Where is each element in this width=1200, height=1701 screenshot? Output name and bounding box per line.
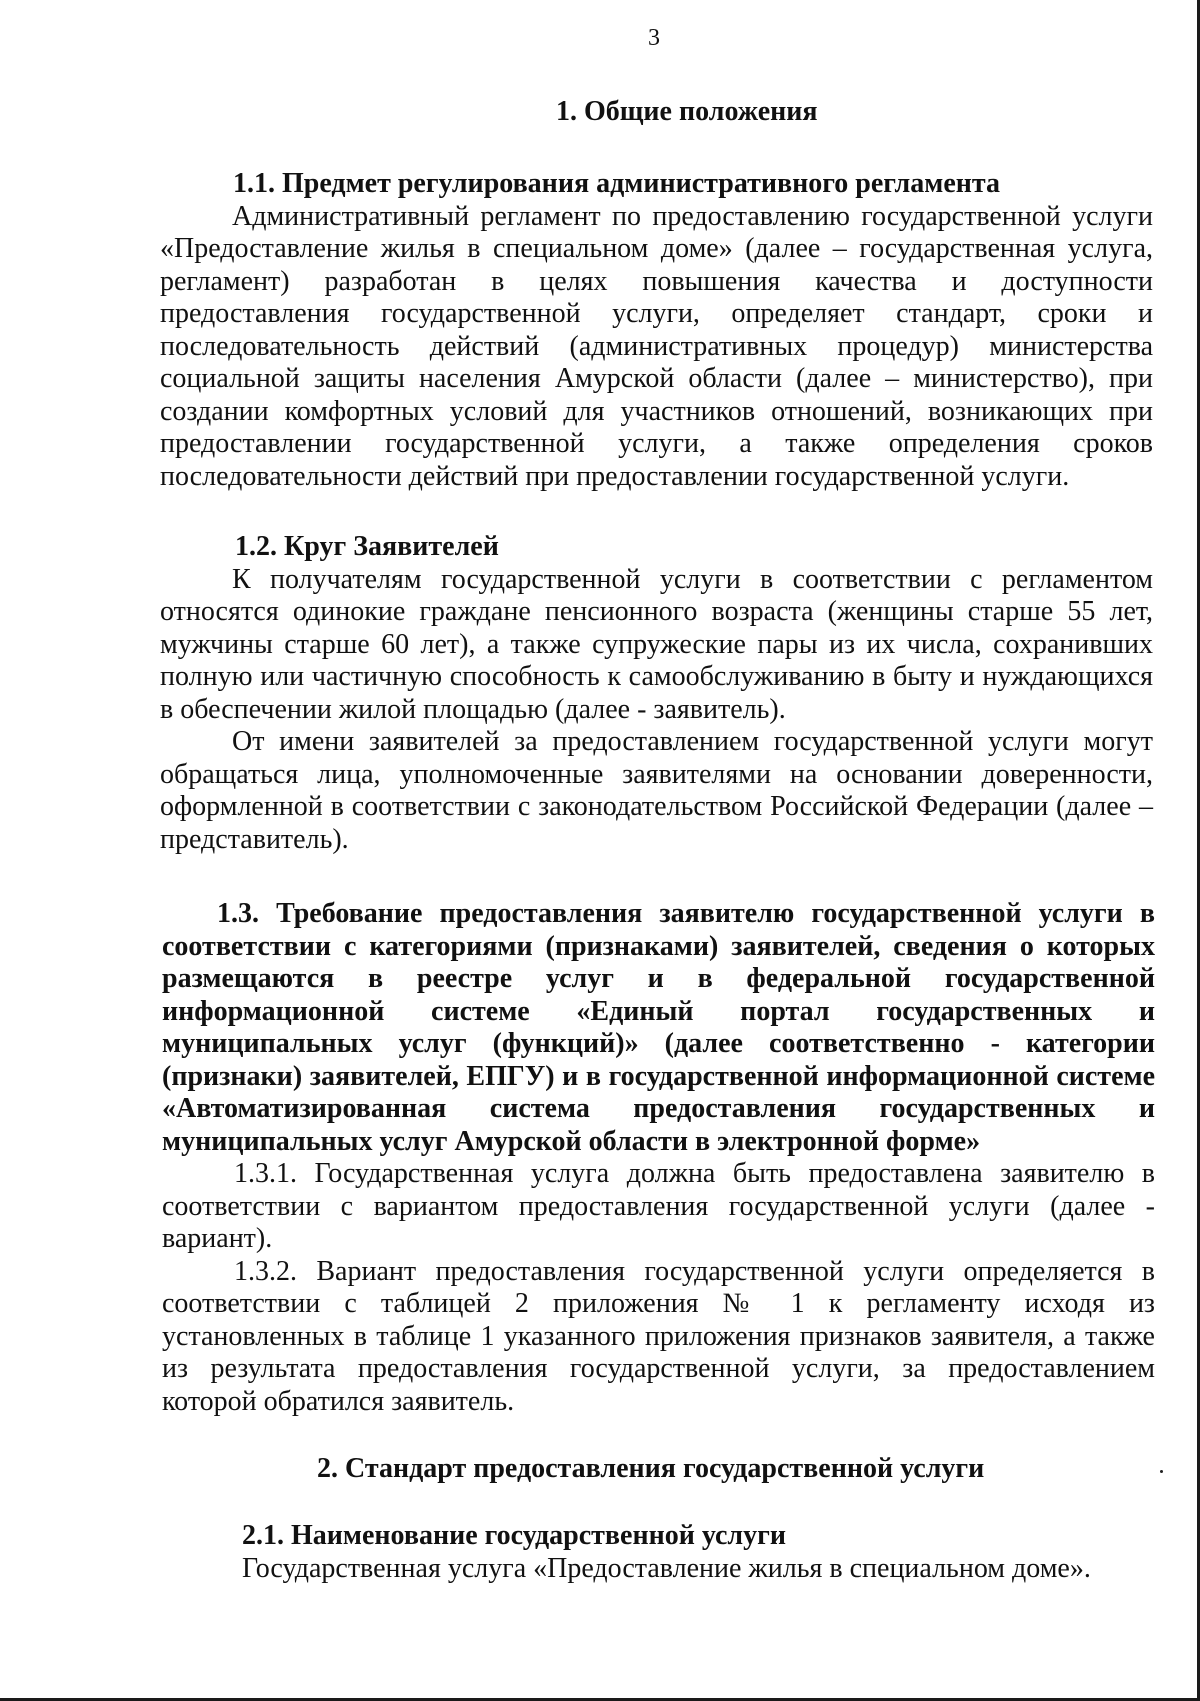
section-1-3-heading: 1.3. Требование предоставления заявителю государственной услуги в соответствии с категориями (признаками) заявителей, сведения о которых размещаются в реестре услуг и в федеральной государственной информационной системе «Единый портал государственных и муниципальных услуг (функций)» (далее соответственно - категории (признаки) заявителей, ЕПГУ) и в государственной информационной системе «Автоматизированная система предоставления государственных и муниципальных услуг Амурской области в электронной форме»: [162, 898, 1155, 1157]
section-1-2-heading: 1.2. Круг Заявителей: [235, 531, 499, 562]
section-2-title: 2. Стандарт предоставления государственной услуги: [317, 1453, 985, 1484]
section-2-1: [160, 1520, 1153, 1585]
section-1-2: [160, 531, 1153, 856]
section-1-2-paragraph-1: К получателям государственной услуги в соответствии с регламентом относятся одинокие граждане пенсионного возраста (женщины старше 55 лет, мужчины старше 60 лет), а также супружеские пары из их числа, сохранивших полную или частичную способность к самообслуживанию в быту и нуждающихся в обеспечении жилой площадью (далее - заявитель).: [160, 563, 1153, 725]
scan-speck: [1160, 1470, 1163, 1473]
section-1-3: [162, 898, 1155, 1418]
section-1-3-1: 1.3.1. Государственная услуга должна быть предоставлена заявителю в соответствии с вариантом предоставления государственной услуги (далее - вариант).: [162, 1158, 1155, 1254]
section-1-1-heading: 1.1. Предмет регулирования административного регламента: [233, 168, 1000, 199]
section-1-title: 1. Общие положения: [556, 96, 818, 127]
page-number: 3: [648, 25, 660, 51]
section-2-1-heading: 2.1. Наименование государственной услуги: [242, 1520, 786, 1551]
section-1-1-body: Административный регламент по предоставлению государственной услуги «Предоставление жилья в специальном доме» (далее – государственная услуга, регламент) разработан в целях повышения качества и доступности предоставления государственной услуги, определяет стандарт, сроки и последовательность действий (административных процедур) министерства социальной защиты населения Амурской области (далее – министерство), при создании комфортных условий для участников отношений, возникающих при предоставлении государственной услуги, а также определения сроков последовательности действий при предоставлении государственной услуги.: [160, 200, 1153, 492]
section-1-1: [160, 168, 1153, 493]
section-2-1-body: Государственная услуга «Предоставление жилья в специальном доме».: [242, 1552, 1091, 1584]
section-1-2-paragraph-2: От имени заявителей за предоставлением государственной услуги могут обращаться лица, уполномоченные заявителями на основании доверенности, оформленной в соответствии с законодательством Российской Федерации (далее – представитель).: [160, 726, 1153, 855]
section-1-3-2: 1.3.2. Вариант предоставления государственной услуги определяется в соответствии с таблицей 2 приложения № 1 к регламенту исходя из установленных в таблице 1 указанного приложения признаков заявителя, а также из результата предоставления государственной услуги, за предоставлением которой обратился заявитель.: [162, 1255, 1155, 1417]
